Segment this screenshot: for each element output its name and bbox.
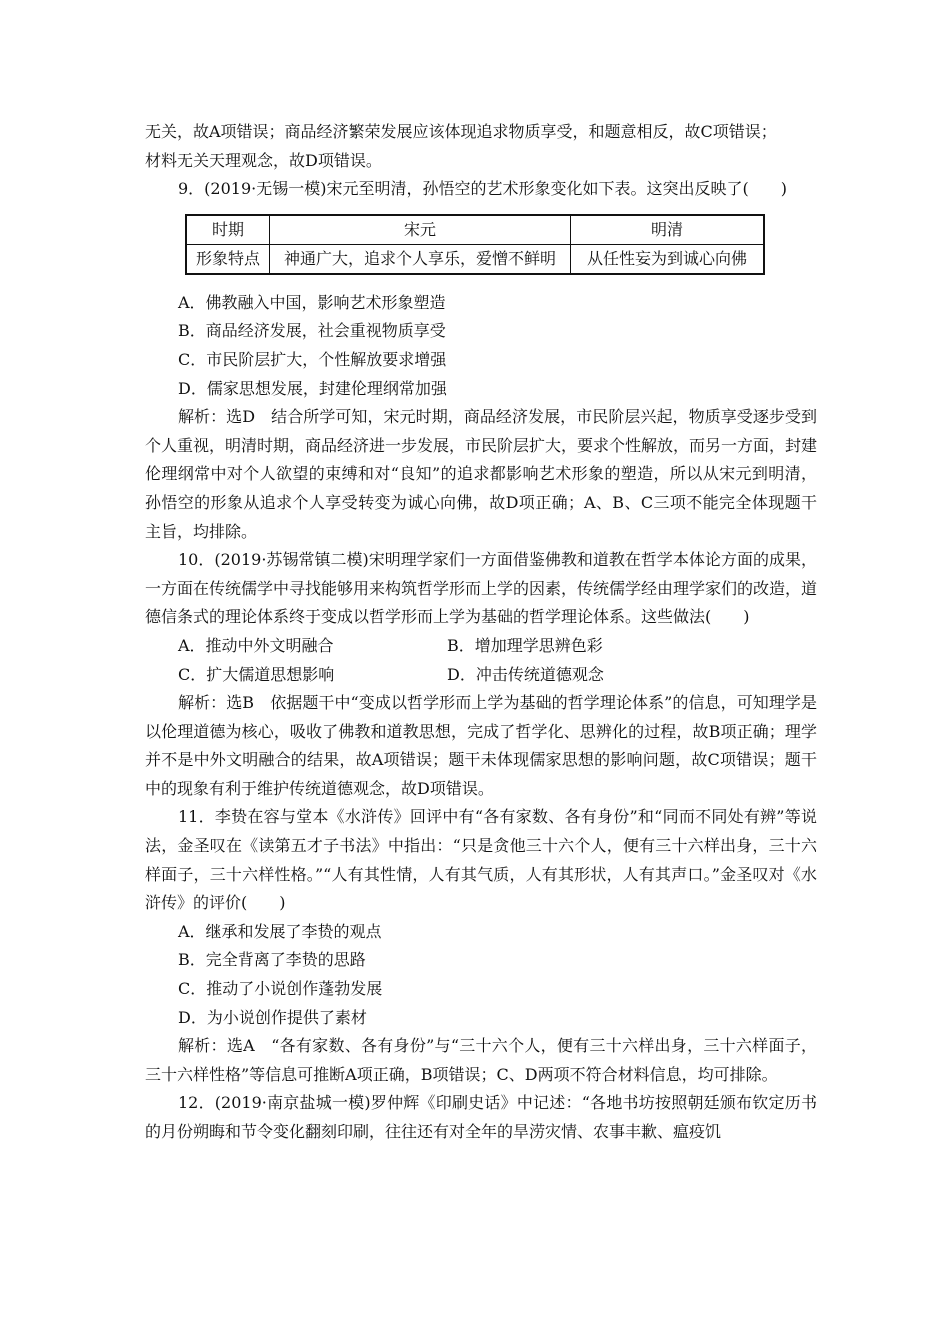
q11-option-a: A．继承和发展了李贽的观点 (178, 921, 382, 941)
q9-table-cell-feature: 形象特点 (186, 244, 270, 274)
q10-stem: 10．(2019·苏锡常镇二模)宋明理学家们一方面借鉴佛教和道教在哲学本体论方面的成果，一方面在传统儒学中寻找能够用来构筑哲学形而上学的因素，传统儒学经由理学家们的改造，道德信条式的理论体系终于变成以哲学形而上学为基础的哲学理论体系。这些做法( ) (145, 550, 818, 627)
q11-option-b: B．完全背离了李贽的思路 (178, 950, 366, 970)
q9-stem: 9．(2019·无锡一模)宋元至明清，孙悟空的艺术形象变化如下表。这突出反映了( ) (178, 179, 787, 199)
intro-line-2: 材料无关天理观念，故D项错误。 (145, 150, 382, 170)
q10-analysis: 解析：选B 依据题干中“变成以哲学形而上学为基础的哲学理论体系”的信息，可知理学是以伦理道德为核心，吸收了佛教和道教思想，完成了哲学化、思辨化的过程，故B项正确；理学并不是中外文明融合的结果，故A项错误；题干未体现儒家思想的影响问题，故C项错误；题干中的现象有利于维护传统道德观念，故D项错误。 (145, 693, 817, 798)
q11-stem: 11．李贽在容与堂本《水浒传》回评中有“各有家数、各有身份”和“同而不同处有辨”等说法，金圣叹在《读第五才子书法》中指出：“只是贪他三十六个人，便有三十六样出身，三十六样面子，三十六样性格。”“人有其性情，人有其气质，人有其形状，人有其声口。”金圣叹对《水浒传》的评价( ) (145, 807, 817, 913)
q9-option-c: C．市民阶层扩大，个性解放要求增强 (178, 349, 447, 369)
q10-option-d: D．冲击传统道德观念 (447, 664, 604, 684)
q9-table-header-songyuan: 宋元 (270, 215, 571, 245)
q9-option-a: A．佛教融入中国，影响艺术形象塑造 (178, 292, 446, 312)
q12-stem: 12．(2019·南京盐城一模)罗仲辉《印刷史话》中记述：“各地书坊按照朝廷颁布钦定历书的月份朔晦和节令变化翻刻印刷，往往还有对全年的旱涝灾情、农事丰歉、瘟疫饥 (145, 1093, 817, 1141)
q10-option-a: A．推动中外文明融合 (178, 635, 334, 655)
q10-option-b: B．增加理学思辨色彩 (447, 635, 603, 655)
q10-option-c: C．扩大儒道思想影响 (178, 664, 335, 684)
q11-analysis: 解析：选A “各有家数、各有身份”与“三十六个人，便有三十六样出身，三十六样面子，三十六样性格”等信息可推断A项正确，B项错误；C、D两项不符合材料信息，均可排除。 (145, 1036, 817, 1084)
q9-table (185, 214, 765, 275)
q9-option-d: D．儒家思想发展，封建伦理纲常加强 (178, 378, 447, 398)
q9-table-cell-mingqing: 从任性妄为到诚心向佛 (571, 244, 765, 274)
q11-option-d: D．为小说创作提供了素材 (178, 1007, 367, 1027)
q9-table-header-mingqing: 明清 (571, 215, 765, 245)
q11-option-c: C．推动了小说创作蓬勃发展 (178, 979, 383, 999)
q10-options-row-2 (145, 661, 817, 690)
q9-table-header-period: 时期 (186, 215, 270, 245)
q10-options-row-1 (145, 632, 817, 661)
document-page (145, 118, 817, 1147)
q9-option-b: B．商品经济发展，社会重视物质享受 (178, 321, 446, 341)
q9-table-row (186, 244, 764, 274)
q9-table-header-row (186, 215, 764, 245)
q9-analysis: 解析：选D 结合所学可知，宋元时期，商品经济发展，市民阶层兴起，物质享受逐步受到个人重视，明清时期，商品经济进一步发展，市民阶层扩大，要求个性解放，而另一方面，封建伦理纲常中对个人欲望的束缚和对“良知”的追求都影响艺术形象的塑造，所以从宋元到明清，孙悟空的形象从追求个人享受转变为诚心向佛，故D项正确；A、B、C三项不能完全体现题干主旨，均排除。 (145, 407, 818, 541)
intro-line-1: 无关，故A项错误；商品经济繁荣发展应该体现追求物质享受，和题意相反，故C项错误； (145, 122, 777, 141)
q9-table-cell-songyuan: 神通广大，追求个人享乐，爱憎不鲜明 (270, 244, 571, 274)
